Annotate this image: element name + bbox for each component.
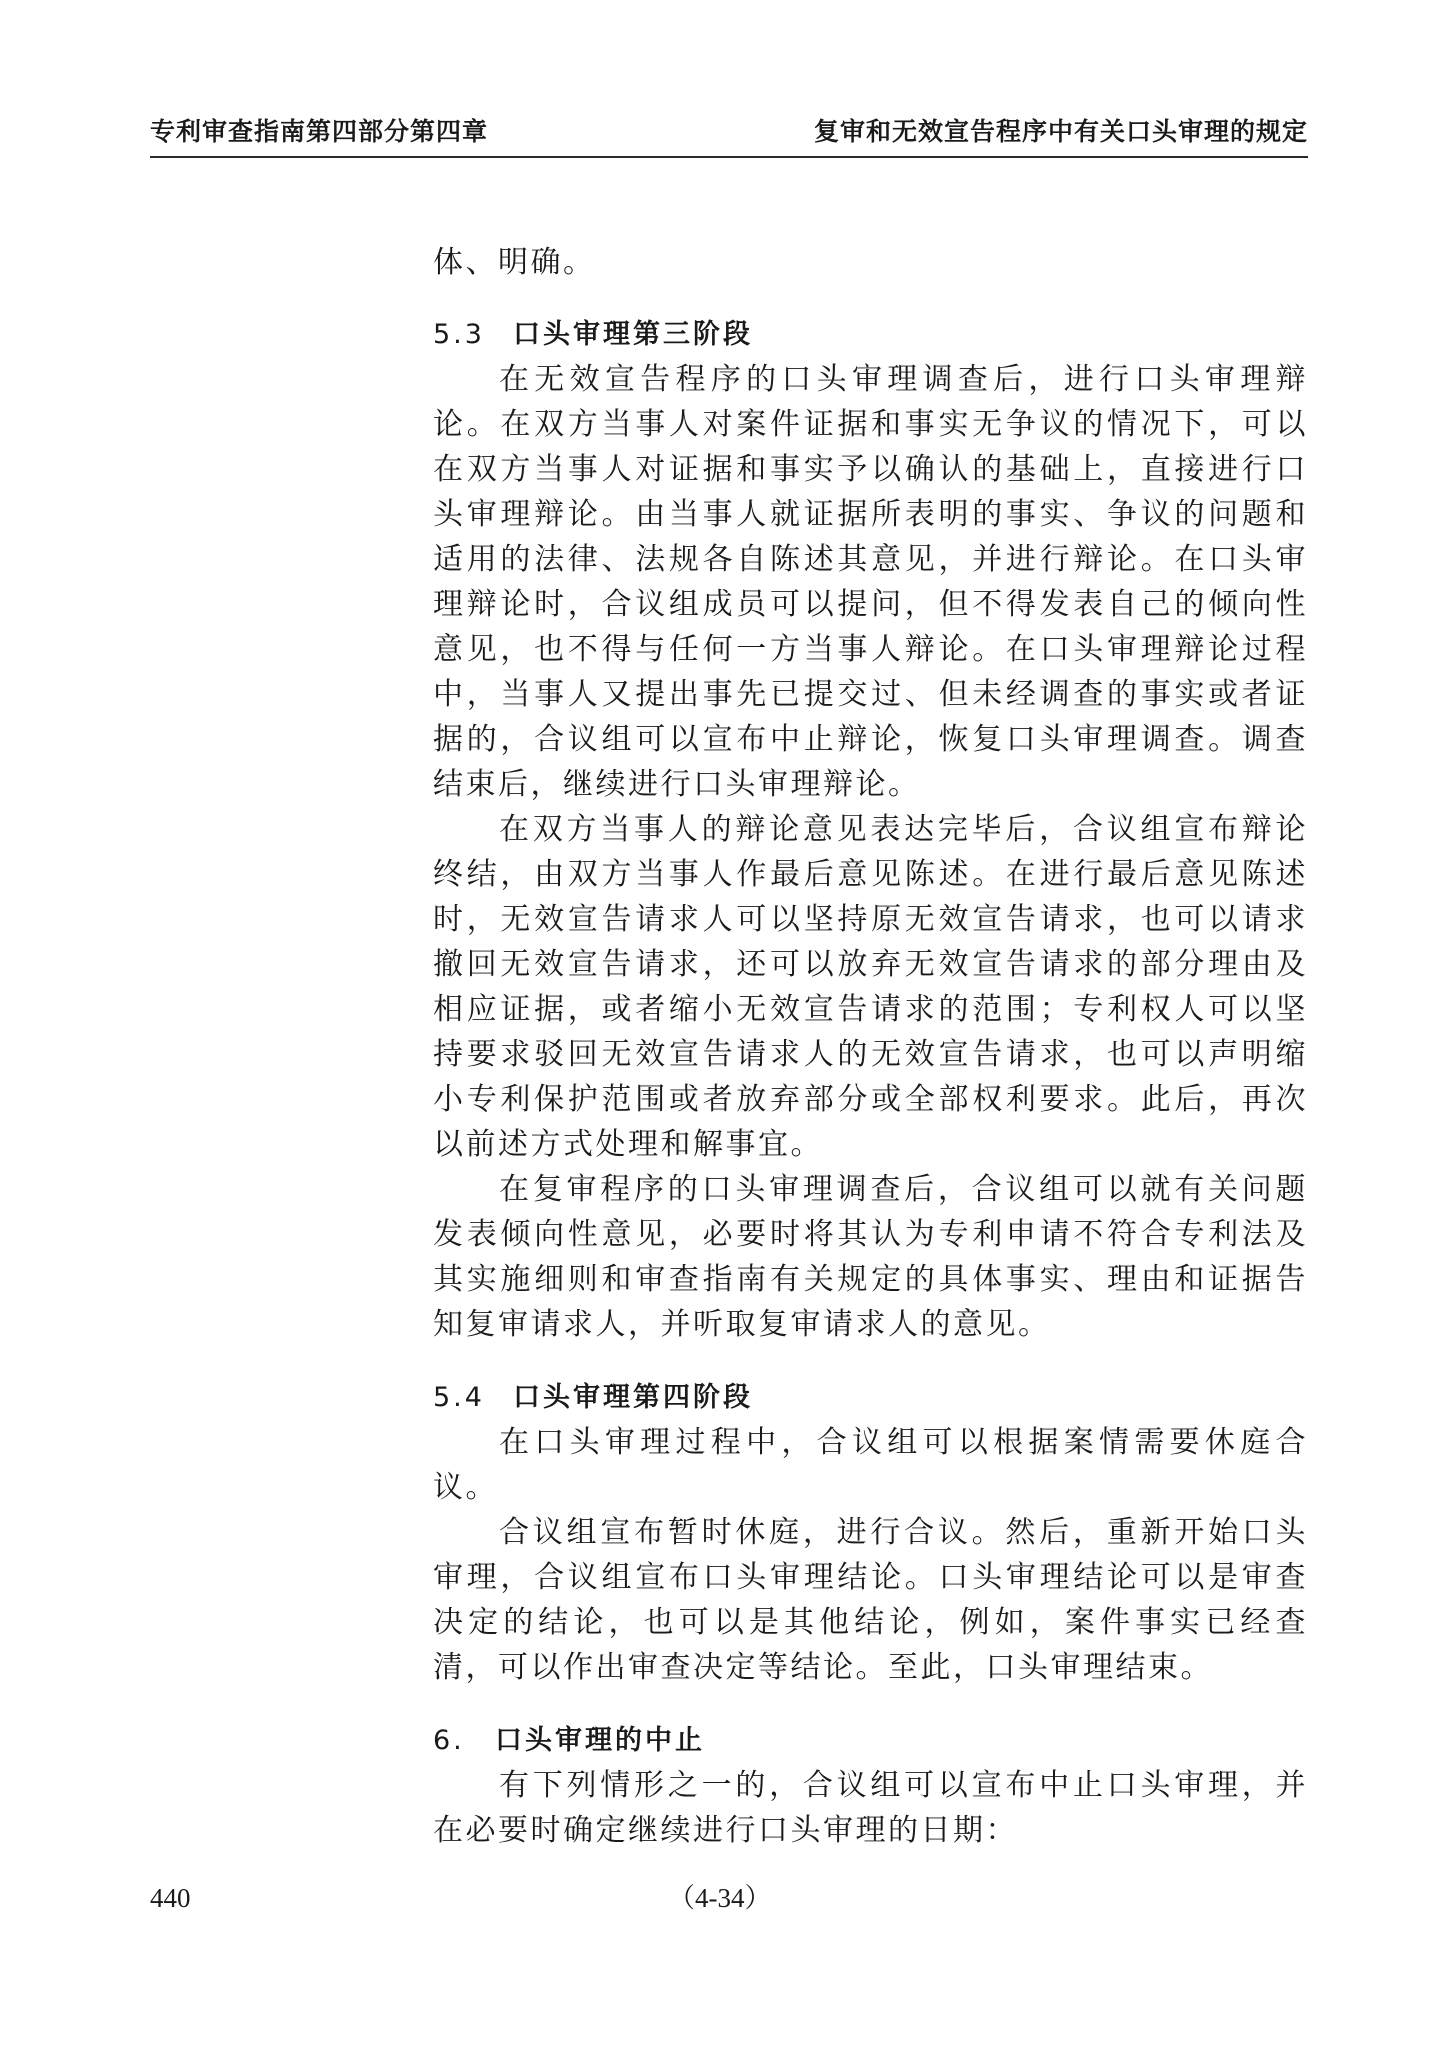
header-section-title: 复审和无效宣告程序中有关口头审理的规定 xyxy=(813,117,1308,146)
section-number: 5.4 xyxy=(433,1382,485,1413)
page-body xyxy=(433,240,1308,1853)
section-title: 口头审理第四阶段 xyxy=(513,1382,753,1413)
header-chapter-title: 专利审查指南第四部分第四章 xyxy=(150,117,489,146)
section-heading-6 xyxy=(433,1718,1308,1763)
section-title: 口头审理的中止 xyxy=(495,1725,705,1756)
body-paragraph: 在无效宣告程序的口头审理调查后，进行口头审理辩论。在双方当事人对案件证据和事实无争议的情况下，可以在双方当事人对证据和事实予以确认的基础上，直接进行口头审理辩论。由当事人就证据所表明的事实、争议的问题和适用的法律、法规各自陈述其意见，并进行辩论。在口头审理辩论时，合议组成员可以提问，但不得发表自己的倾向性意见，也不得与任何一方当事人辩论。在口头审理辩论过程中，当事人又提出事先已提交过、但未经调查的事实或者证据的，合议组可以宣布中止辩论，恢复口头审理调查。调查结束后，继续进行口头审理辩论。 xyxy=(433,362,1308,802)
section-number: 5.3 xyxy=(433,319,485,350)
section-heading-5-4 xyxy=(433,1375,1308,1420)
body-paragraph: 合议组宣布暂时休庭，进行合议。然后，重新开始口头审理，合议组宣布口头审理结论。口头审理结论可以是审查决定的结论，也可以是其他结论，例如，案件事实已经查清，可以作出审查决定等结论。至此，口头审理结束。 xyxy=(433,1515,1308,1685)
continuation-paragraph: 体、明确。 xyxy=(433,245,596,280)
section-page-number: （4-34） xyxy=(668,1883,772,1913)
section-number: 6. xyxy=(433,1725,465,1756)
body-paragraph: 有下列情形之一的，合议组可以宣布中止口头审理，并在必要时确定继续进行口头审理的日期： xyxy=(433,1768,1308,1848)
body-paragraph: 在复审程序的口头审理调查后，合议组可以就有关问题发表倾向性意见，必要时将其认为专利申请不符合专利法及其实施细则和审查指南有关规定的具体事实、理由和证据告知复审请求人，并听取复审请求人的意见。 xyxy=(433,1172,1308,1342)
section-heading-5-3 xyxy=(433,312,1308,357)
body-paragraph: 在双方当事人的辩论意见表达完毕后，合议组宣布辩论终结，由双方当事人作最后意见陈述。在进行最后意见陈述时，无效宣告请求人可以坚持原无效宣告请求，也可以请求撤回无效宣告请求，还可以放弃无效宣告请求的部分理由及相应证据，或者缩小无效宣告请求的范围；专利权人可以坚持要求驳回无效宣告请求人的无效宣告请求，也可以声明缩小专利保护范围或者放弃部分或全部权利要求。此后，再次以前述方式处理和解事宜。 xyxy=(433,812,1308,1162)
section-title: 口头审理第三阶段 xyxy=(513,319,753,350)
running-header xyxy=(150,112,1308,158)
page-number: 440 xyxy=(150,1883,191,1913)
body-paragraph: 在口头审理过程中，合议组可以根据案情需要休庭合议。 xyxy=(433,1425,1308,1505)
